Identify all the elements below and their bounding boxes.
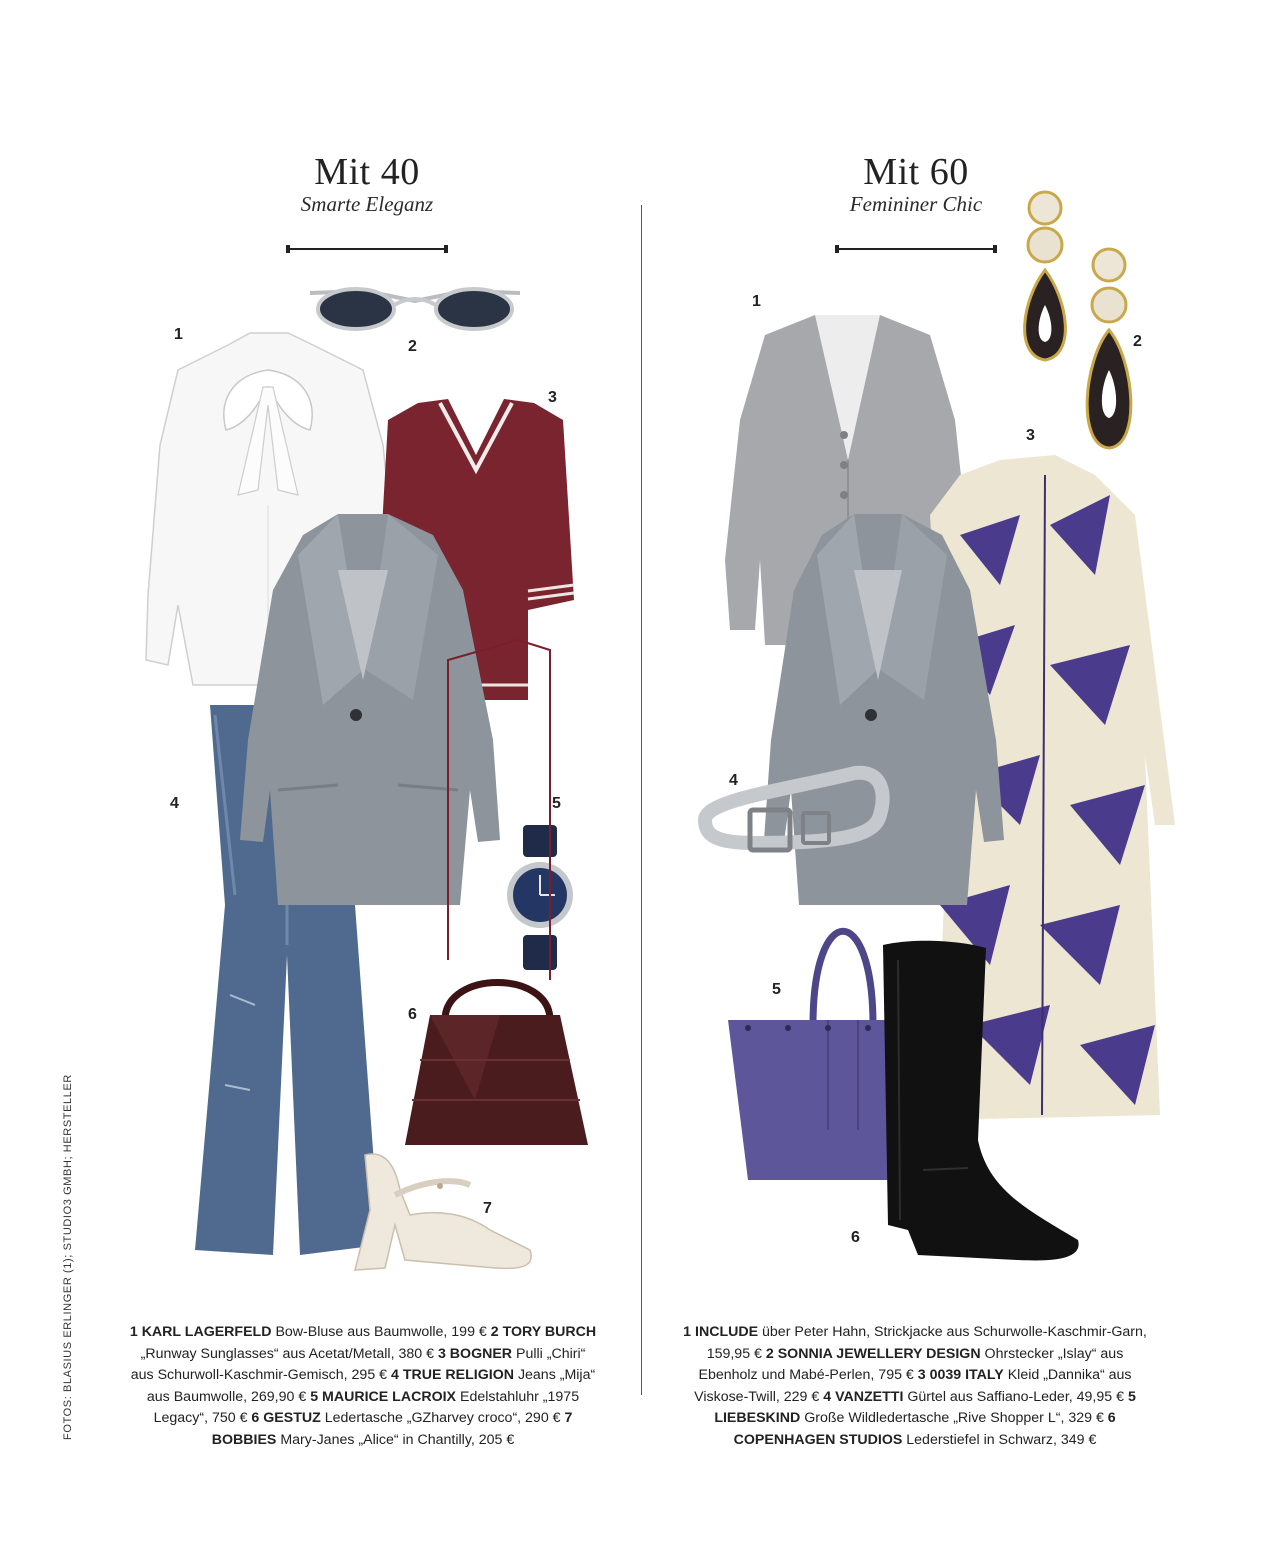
left-caption: 1 KARL LAGERFELD Bow-Bluse aus Baumwolle, 199 € 2 TORY BURCH „Runway Sunglasses“ aus Acetat/Metall, 380 € 3 BOGNER Pulli „Chiri“ aus Schurwoll-Kaschmir-Gemisch, 295 € 4 TRUE RELIGION Jeans „Mija“ aus Baumwolle, 269,90 € 5 MAURICE LACROIX Edelstahluhr „1975 Legacy“, 750 € 6 GESTUZ Ledertasche „GZharvey croco“, 290 € 7 BOBBIES Mary-Janes „Alice“ in Chantilly, 205 € <box>129 1324 597 1448</box>
right-title: Mit 60 <box>863 151 969 193</box>
cream-mary-jane-pump-image <box>345 1150 535 1275</box>
caption-brand: INCLUDE <box>695 1324 759 1340</box>
caption-brand: TRUE RELIGION <box>402 1367 514 1384</box>
caption-brand: LIEBESKIND <box>714 1410 801 1427</box>
left-title-rule <box>286 248 448 250</box>
right-caption: 1 INCLUDE über Peter Hahn, Strickjacke aus Schurwolle-Kaschmir-Garn, 159,95 € 2 SONNIA JEWELLERY DESIGN Ohrstecker „Islay“ aus Ebenholz und Mabé-Perlen, 795 € 3 0039 ITALY Kleid „Dannika“ aus Viskose-Twill, 229 € 4 VANZETTI Gürtel aus Saffiano-Leder, 49,95 € 5 LIEBESKIND Große Wildledertasche „Rive Shopper L“, 329 € 6 COPENHAGEN STUDIOS Lederstiefel in Schwarz, 349 € <box>683 1324 1147 1448</box>
caption-brand: MAURICE LACROIX <box>322 1388 457 1405</box>
right-item-number-3: 3 <box>1026 427 1035 444</box>
caption-brand: VANZETTI <box>835 1388 904 1405</box>
caption-brand: COPENHAGEN STUDIOS <box>733 1431 903 1448</box>
caption-brand: 0039 ITALY <box>929 1367 1004 1384</box>
left-item-number-7: 7 <box>483 1200 492 1217</box>
left-item-number-5: 5 <box>552 795 561 812</box>
pearl-ebony-earrings-image <box>1012 190 1142 455</box>
caption-brand: BOGNER <box>449 1345 513 1362</box>
column-divider <box>641 205 642 1395</box>
caption-brand: KARL LAGERFELD <box>141 1324 272 1340</box>
right-title-rule <box>835 248 997 250</box>
left-item-number-4: 4 <box>170 795 179 812</box>
croco-leather-handbag-image <box>400 640 590 1150</box>
black-leather-boot-image <box>878 940 1083 1270</box>
left-title: Mit 40 <box>314 151 420 193</box>
right-item-number-1: 1 <box>752 293 761 310</box>
left-item-number-6: 6 <box>408 1006 417 1023</box>
right-item-number-2: 2 <box>1133 333 1142 350</box>
right-item-number-5: 5 <box>772 981 781 998</box>
right-item-number-4: 4 <box>729 772 738 789</box>
caption-brand: SONNIA JEWELLERY DESIGN <box>777 1345 981 1362</box>
right-subtitle: Femininer Chic <box>849 192 983 216</box>
caption-brand: TORY BURCH <box>502 1324 597 1340</box>
caption-brand: GESTUZ <box>263 1410 321 1427</box>
left-subtitle: Smarte Eleganz <box>300 192 434 216</box>
left-item-number-2: 2 <box>408 338 417 355</box>
caption-brand: BOBBIES <box>211 1431 277 1448</box>
silver-leather-belt-image <box>695 765 890 860</box>
left-item-number-1: 1 <box>174 326 183 343</box>
right-item-number-6: 6 <box>851 1229 860 1246</box>
left-item-number-3: 3 <box>548 389 557 406</box>
photo-credit: FOTOS: BLASIUS ERLINGER (1); STUDIO3 GMBH; HERSTELLER <box>62 1074 74 1440</box>
sunglasses-image <box>306 285 524 345</box>
